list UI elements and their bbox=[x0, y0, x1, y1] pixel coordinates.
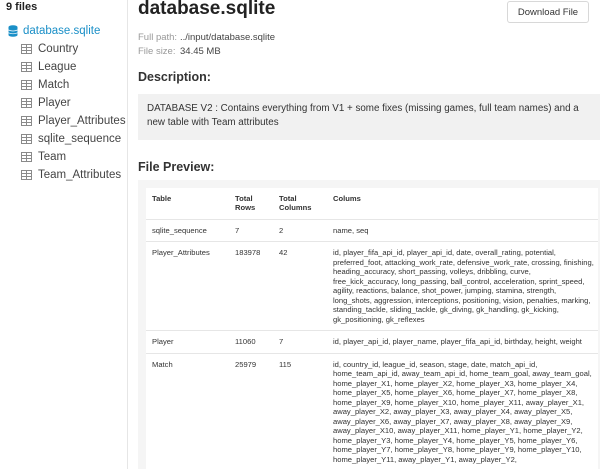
cell-table: sqlite_sequence bbox=[146, 219, 229, 241]
cell-cols: 42 bbox=[273, 242, 327, 331]
header-total-columns: Total Columns bbox=[273, 188, 327, 219]
table-item-label: Player bbox=[38, 97, 71, 109]
cell-rows: 7 bbox=[229, 219, 273, 241]
cell-columns: id, country_id, league_id, season, stage, date, match_api_id, home_team_api_id, away_team_api_id, home_team_goal, away_team_goal, home_player_X1, home_player_X2, home_player_X3, home_player_X4, home_player_X5, home_player_X6, home_player_X7, home_player_X8, home_player_X9, home_player_X10, home_player_X11, away_player_X1, away_player_X2, away_player_X3, away_player_X4, away_player_X5, away_player_X6, away_player_X7, away_player_X8, away_player_X9, away_player_X10, away_player_X11, home_player_Y1, home_player_Y2, home_player_Y3, home_player_Y4, home_player_Y5, home_player_Y6, home_player_Y7, home_player_Y8, home_player_Y9, home_player_Y10, home_player_Y11, away_player_Y1, away_player_Y2, bbox=[327, 353, 598, 469]
cell-columns: name, seq bbox=[327, 219, 598, 241]
header-table: Table bbox=[146, 188, 229, 219]
full-path-row bbox=[138, 32, 275, 43]
preview-heading: File Preview: bbox=[138, 160, 215, 174]
file-size-value: 34.45 MB bbox=[180, 46, 221, 57]
table-item-label: Country bbox=[38, 43, 79, 55]
cell-table: Player_Attributes bbox=[146, 242, 229, 331]
table-item[interactable] bbox=[0, 112, 127, 130]
full-path-label: Full path: bbox=[138, 32, 178, 43]
database-icon bbox=[8, 25, 18, 37]
cell-table: Match bbox=[146, 353, 229, 469]
table-icon bbox=[21, 62, 32, 72]
description-text: DATABASE V2 : Contains everything from V1 + some fixes (missing games, full team names) and a new table with Team attributes bbox=[138, 94, 600, 140]
cell-rows: 25979 bbox=[229, 353, 273, 469]
table-icon bbox=[21, 80, 32, 90]
file-size-label: File size: bbox=[138, 46, 176, 57]
cell-cols: 2 bbox=[273, 219, 327, 241]
table-icon bbox=[21, 152, 32, 162]
table-row bbox=[146, 353, 598, 469]
file-name: database.sqlite bbox=[23, 24, 101, 37]
file-detail-panel bbox=[128, 0, 600, 469]
full-path-value: ../input/database.sqlite bbox=[180, 32, 276, 43]
table-item[interactable] bbox=[0, 94, 127, 112]
cell-table: Player bbox=[146, 331, 229, 353]
preview-table bbox=[146, 188, 598, 469]
table-item[interactable] bbox=[0, 76, 127, 94]
download-file-button[interactable]: Download File bbox=[507, 1, 589, 23]
table-item-label: sqlite_sequence bbox=[38, 133, 122, 145]
cell-cols: 115 bbox=[273, 353, 327, 469]
table-item-label: League bbox=[38, 61, 77, 73]
file-preview bbox=[138, 180, 600, 469]
table-icon bbox=[21, 116, 32, 126]
table-row bbox=[146, 331, 598, 353]
table-row bbox=[146, 219, 598, 241]
files-count: 9 files bbox=[6, 1, 38, 13]
table-icon bbox=[21, 170, 32, 180]
cell-columns: id, player_api_id, player_name, player_fifa_api_id, birthday, height, weight bbox=[327, 331, 598, 353]
file-size-row bbox=[138, 46, 221, 57]
table-item-label: Team bbox=[38, 151, 67, 163]
header-columns: Colums bbox=[327, 188, 598, 219]
file-sidebar bbox=[0, 0, 128, 469]
table-body bbox=[146, 219, 598, 469]
table-item[interactable] bbox=[0, 166, 127, 184]
table-item[interactable] bbox=[0, 40, 127, 58]
table-icon bbox=[21, 44, 32, 54]
table-icon bbox=[21, 98, 32, 108]
table-list bbox=[0, 40, 127, 184]
table-item-label: Team_Attributes bbox=[38, 169, 122, 181]
cell-rows: 11060 bbox=[229, 331, 273, 353]
file-item-database[interactable] bbox=[0, 21, 127, 40]
cell-cols: 7 bbox=[273, 331, 327, 353]
table-item[interactable] bbox=[0, 148, 127, 166]
table-header-row bbox=[146, 188, 598, 219]
description-heading: Description: bbox=[138, 70, 211, 84]
header-total-rows: Total Rows bbox=[229, 188, 273, 219]
table-item-label: Match bbox=[38, 79, 70, 91]
table-item[interactable] bbox=[0, 58, 127, 76]
page-title: database.sqlite bbox=[138, 0, 276, 19]
table-item[interactable] bbox=[0, 130, 127, 148]
cell-rows: 183978 bbox=[229, 242, 273, 331]
table-row bbox=[146, 242, 598, 331]
table-icon bbox=[21, 134, 32, 144]
cell-columns: id, player_fifa_api_id, player_api_id, date, overall_rating, potential, preferred_foot, attacking_work_rate, defensive_work_rate, crossing, finishing, heading_accuracy, short_passing, volleys, dribbling, curve, free_kick_accuracy, long_passing, ball_control, acceleration, sprint_speed, agility, reactions, balance, shot_power, jumping, stamina, strength, long_shots, aggression, interceptions, positioning, vision, penalties, marking, standing_tackle, sliding_tackle, gk_diving, gk_handling, gk_kicking, gk_positioning, gk_reflexes bbox=[327, 242, 598, 331]
table-item-label: Player_Attributes bbox=[38, 115, 126, 127]
